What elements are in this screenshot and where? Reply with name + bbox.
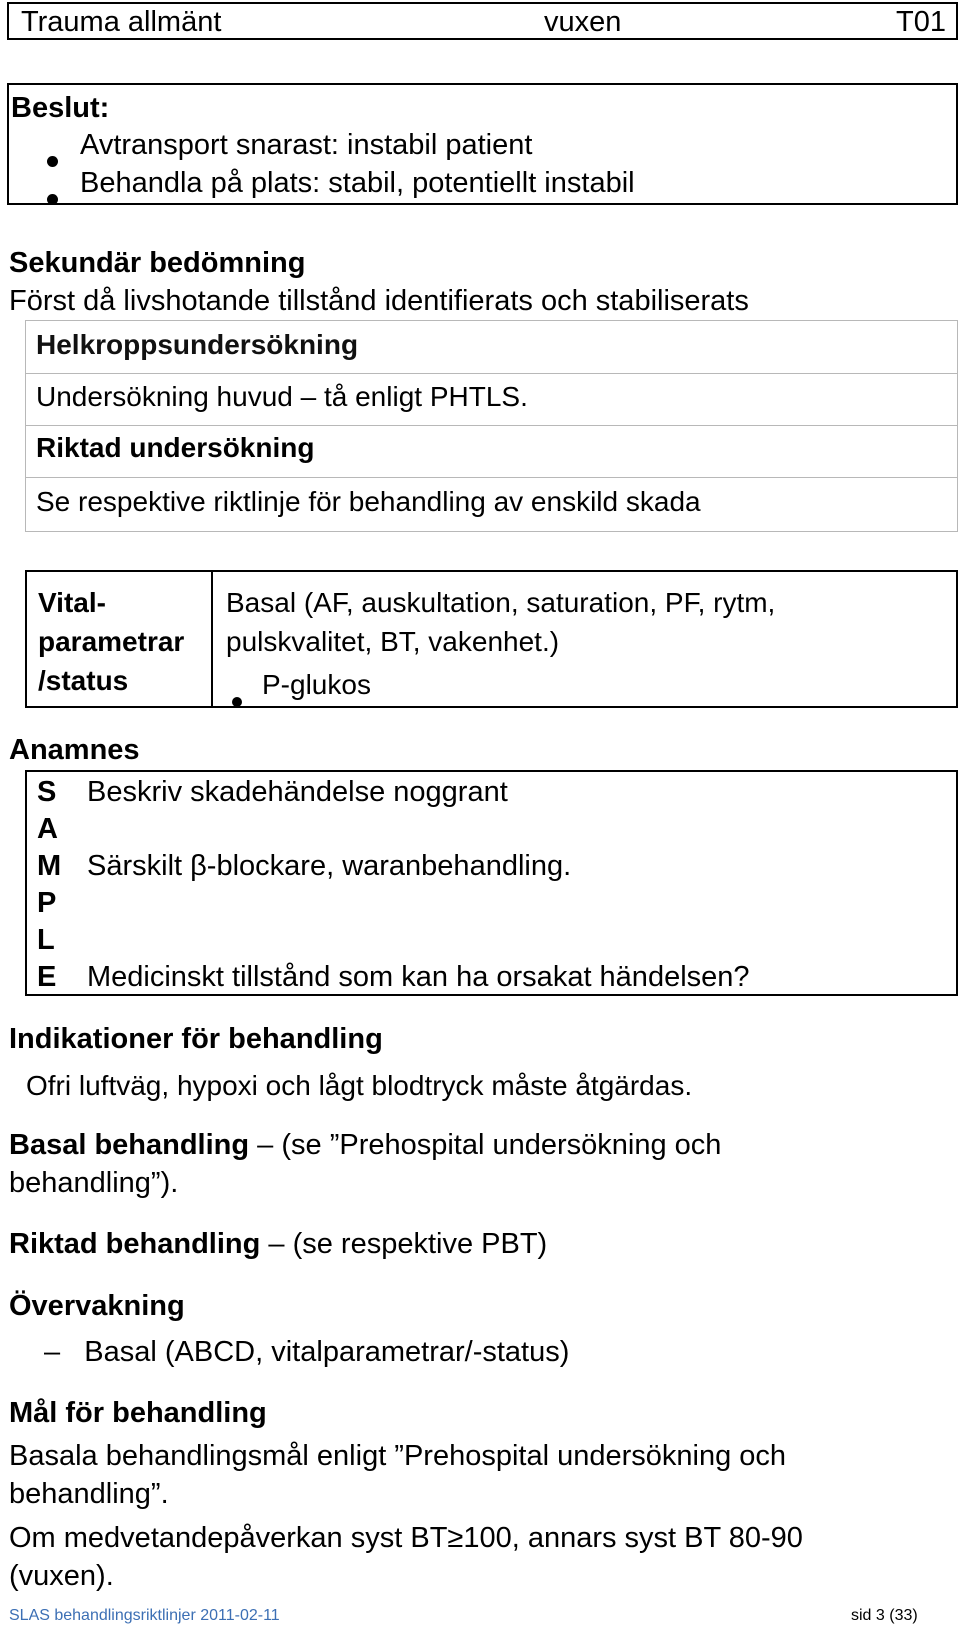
vital-text: pulskvalitet, BT, vakenhet.) <box>226 626 560 657</box>
beslut-box <box>7 83 958 205</box>
sekundar-intro: Först då livshotande tillstånd identifierats och stabiliserats <box>9 285 749 317</box>
sekundar-heading: Sekundär bedömning <box>9 247 306 279</box>
vital-text: Basal (AF, auskultation, saturation, PF, rytm, <box>226 587 776 618</box>
anamnes-text: Särskilt β-blockare, waranbehandling. <box>87 850 572 882</box>
beslut-item: Avtransport snarast: instabil patient <box>80 129 533 161</box>
anamnes-box <box>25 770 958 996</box>
riktad-behandling <box>9 1227 547 1262</box>
indikationer-text: Ofri luftväg, hypoxi och lågt blodtryck måste åtgärdas. <box>26 1070 693 1101</box>
anamnes-letter: A <box>37 813 58 845</box>
undersokning-box <box>25 320 958 532</box>
mal-text: (vuxen). <box>9 1560 114 1592</box>
anamnes-letter: S <box>37 776 57 808</box>
basal-behandling-text: behandling”). <box>9 1167 179 1199</box>
divider <box>26 373 957 374</box>
header-code: T01 <box>896 6 946 38</box>
mal-text: Om medvetandepåverkan syst BT≥100, annars syst BT 80-90 <box>9 1522 803 1554</box>
anamnes-heading: Anamnes <box>9 734 140 766</box>
bullet-icon <box>47 179 58 214</box>
beslut-heading: Beslut: <box>11 92 110 124</box>
bullet-icon <box>47 141 58 176</box>
riktad-text: Se respektive riktlinje för behandling av enskild skada <box>36 486 701 517</box>
vital-box <box>25 570 958 708</box>
anamnes-letter: P <box>37 887 57 919</box>
basal-behandling-text: – (se ”Prehospital undersökning och <box>249 1129 722 1161</box>
mal-heading: Mål för behandling <box>9 1397 267 1429</box>
vital-label: /status <box>38 665 129 696</box>
vital-label: Vital- <box>38 587 106 618</box>
anamnes-letter: E <box>37 961 57 993</box>
basal-behandling <box>9 1128 949 1163</box>
anamnes-text: Beskriv skadehändelse noggrant <box>87 776 508 808</box>
divider <box>26 425 957 426</box>
vital-bullet: P-glukos <box>262 669 371 700</box>
anamnes-letter: M <box>37 850 62 882</box>
indikationer-heading: Indikationer för behandling <box>9 1023 383 1055</box>
header-group: vuxen <box>544 6 622 38</box>
bullet-icon <box>232 681 242 716</box>
riktad-heading: Riktad undersökning <box>36 432 315 463</box>
riktad-behandling-heading: Riktad behandling <box>9 1228 261 1260</box>
footer-right: sid 3 (33) <box>851 1607 918 1624</box>
overvakning-heading: Övervakning <box>9 1290 185 1322</box>
helkropp-text: Undersökning huvud – tå enligt PHTLS. <box>36 381 528 412</box>
footer-left: SLAS behandlingsriktlinjer 2011-02-11 <box>9 1607 280 1624</box>
helkropp-heading: Helkroppsundersökning <box>36 329 359 360</box>
header-title: Trauma allmänt <box>21 6 222 38</box>
header-box <box>7 2 958 40</box>
beslut-item: Behandla på plats: stabil, potentiellt instabil <box>80 167 635 199</box>
overvakning-item: – Basal (ABCD, vitalparametrar/-status) <box>44 1336 570 1368</box>
riktad-behandling-text: – (se respektive PBT) <box>260 1228 548 1260</box>
anamnes-text: Medicinskt tillstånd som kan ha orsakat händelsen? <box>87 961 750 993</box>
divider <box>26 477 957 478</box>
anamnes-letter: L <box>37 924 55 956</box>
mal-text: Basala behandlingsmål enligt ”Prehospital undersökning och <box>9 1440 787 1472</box>
vital-divider <box>211 572 213 706</box>
basal-behandling-heading: Basal behandling <box>9 1129 250 1161</box>
mal-text: behandling”. <box>9 1478 169 1510</box>
vital-label: parametrar <box>38 626 185 657</box>
